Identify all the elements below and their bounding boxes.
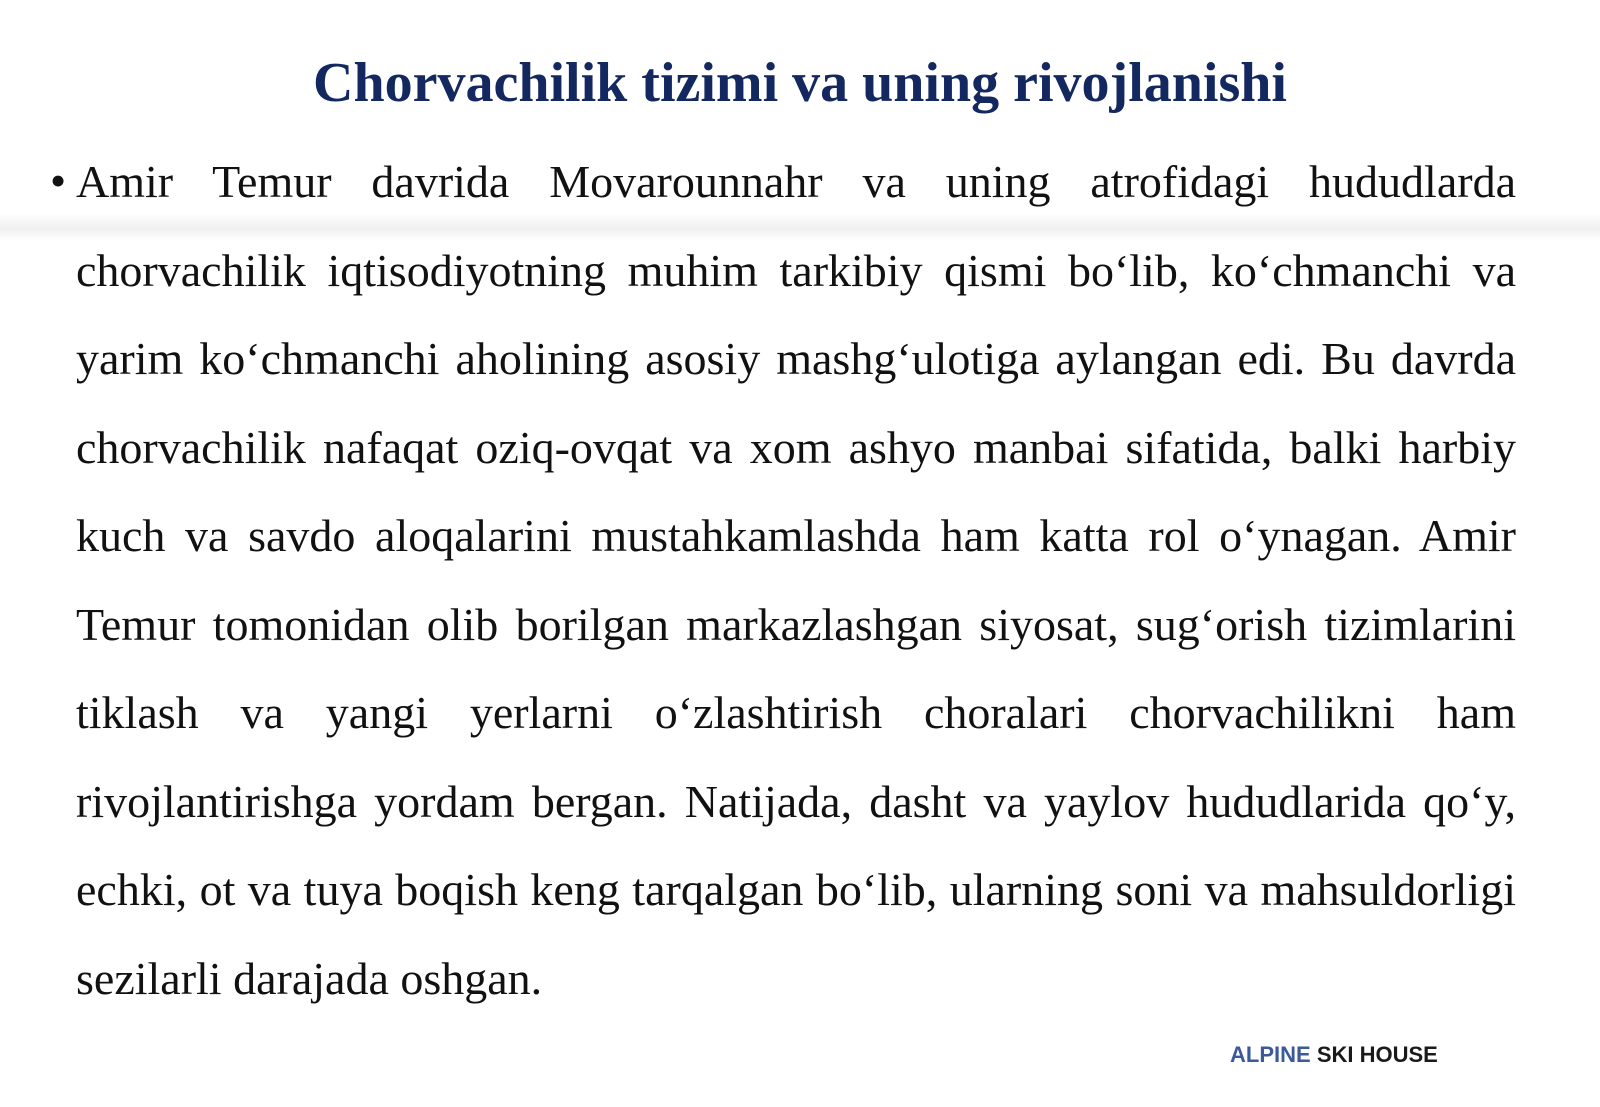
brand-rest-words: SKI HOUSE <box>1316 1042 1438 1067</box>
brand-first-word: ALPINE <box>1230 1042 1311 1067</box>
bullet-dot-icon: • <box>50 155 67 206</box>
bullet-text: Amir Temur davrida Movarounnahr va uning atrofidagi hududlarda chorvachilik iqtisodiyotning muhim tarkibiy qismi bo‘lib, ko‘chmanchi va yarim ko‘chmanchi aholining asosiy mashg‘ulotiga aylangan edi. Bu davrda chorvachilik nafaqat oziq-ovqat va xom ashyo manbai sifatida, balki harbiy kuch va savdo aloqalarini mustahkamlashda ham katta rol o‘ynagan. Amir Temur tomonidan olib borilgan markazlashgan siyosat, sug‘orish tizimlarini tiklash va yangi yerlarni o‘zlashtirish choralari chorvachilikni ham rivojlantirishga yordam bergan. Natijada, dasht va yaylov hududlarida qo‘y, echki, ot va tuya boqish keng tarqalgan bo‘lib, ularning soni va mahsuldorligi sezilarli darajada oshgan. <box>76 156 1516 1004</box>
footer-brand-logo <box>1230 1042 1438 1068</box>
slide-title: Chorvachilik tizimi va uning rivojlanishi <box>313 52 1287 114</box>
